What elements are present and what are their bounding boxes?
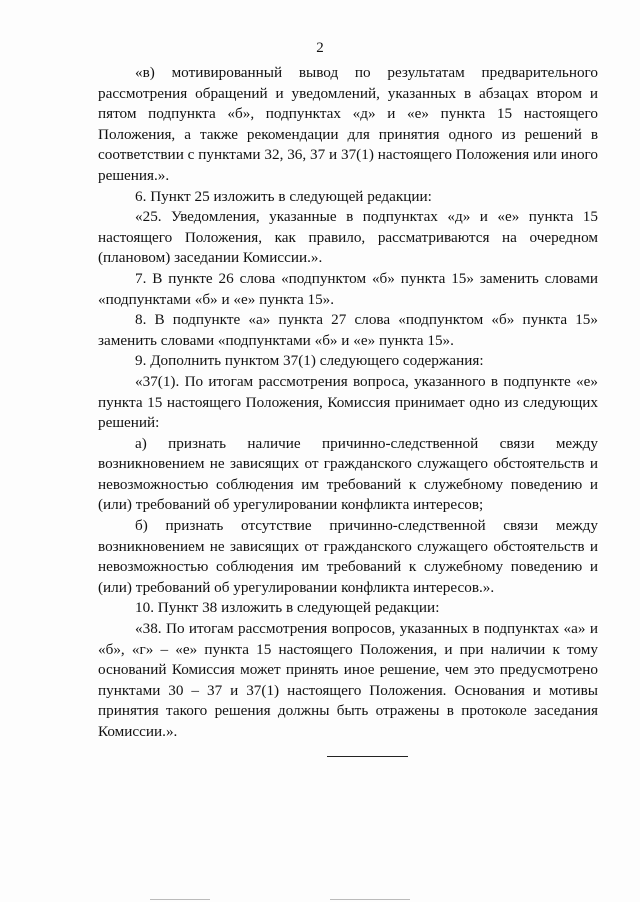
paragraph-item-6: 6. Пункт 25 изложить в следующей редакции: bbox=[135, 187, 432, 205]
paragraph-clause-38: «38. По итогам рассмотрения вопросов, указанных в подпунктах «а» и «б», «г» – «е» пункта 15 настоящего Положения, и при наличии к тому оснований Комиссия может принять иное решение, чем это предусмотрено пунктами 30 – 37 и 37(1) настоящего Положения. Основания и мотивы принятия такого решения должны быть отражены в протоколе заседания Комиссии.». bbox=[98, 620, 598, 740]
paragraph-subclause-b: б) признать отсутствие причинно-следственной связи между возникновением не зависящих от гражданского служащего обстоятельств и невозможностью соблюдения им требований к служебному поведению и (или) требований об урегулировании конфликта интересов.». bbox=[98, 517, 598, 596]
end-divider-line bbox=[327, 756, 408, 757]
paragraph-item-8: 8. В подпункте «а» пункта 27 слова «подпунктом «б» пункта 15» заменить словами «подпунктами «б» и «е» пункта 15». bbox=[98, 311, 598, 349]
paragraph-item-7: 7. В пункте 26 слова «подпунктом «б» пункта 15» заменить словами «подпунктами «б» и «е» пункта 15». bbox=[98, 269, 598, 308]
document-body bbox=[98, 63, 598, 743]
paragraph-clause-25: «25. Уведомления, указанные в подпунктах «д» и «е» пункта 15 настоящего Положения, как правило, рассматриваются на очередном (плановом) заседании Комиссии.». bbox=[98, 208, 598, 267]
page-number: 2 bbox=[316, 40, 324, 56]
paragraph-subclause-a: а) признать наличие причинно-следственной связи между возникновением не зависящих от гражданского служащего обстоятельств и невозможностью соблюдения им требований к служебному поведению и (или) требований об урегулировании конфликта интересов; bbox=[98, 434, 598, 514]
scan-artifact bbox=[330, 899, 410, 900]
scan-artifact bbox=[150, 899, 210, 900]
paragraph-item-10: 10. Пункт 38 изложить в следующей редакции: bbox=[135, 599, 440, 617]
paragraph-item-9: 9. Дополнить пунктом 37(1) следующего содержания: bbox=[135, 352, 484, 370]
paragraph-clause-v: «в) мотивированный вывод по результатам предварительного рассмотрения обращений и уведомлений, указанных в абзацах втором и пятом подпункта «б», подпунктах «д» и «е» пункта 15 настоящего Положения, а также рекомендации для принятия одного из решений в соответствии с пунктами 32, 36, 37 и 37(1) настоящего Положения или иного решения.». bbox=[98, 64, 598, 184]
paragraph-clause-37-1: «37(1). По итогам рассмотрения вопроса, указанного в подпункте «е» пункта 15 настоящего Положения, Комиссия принимает одно из следующих решений: bbox=[98, 372, 598, 432]
